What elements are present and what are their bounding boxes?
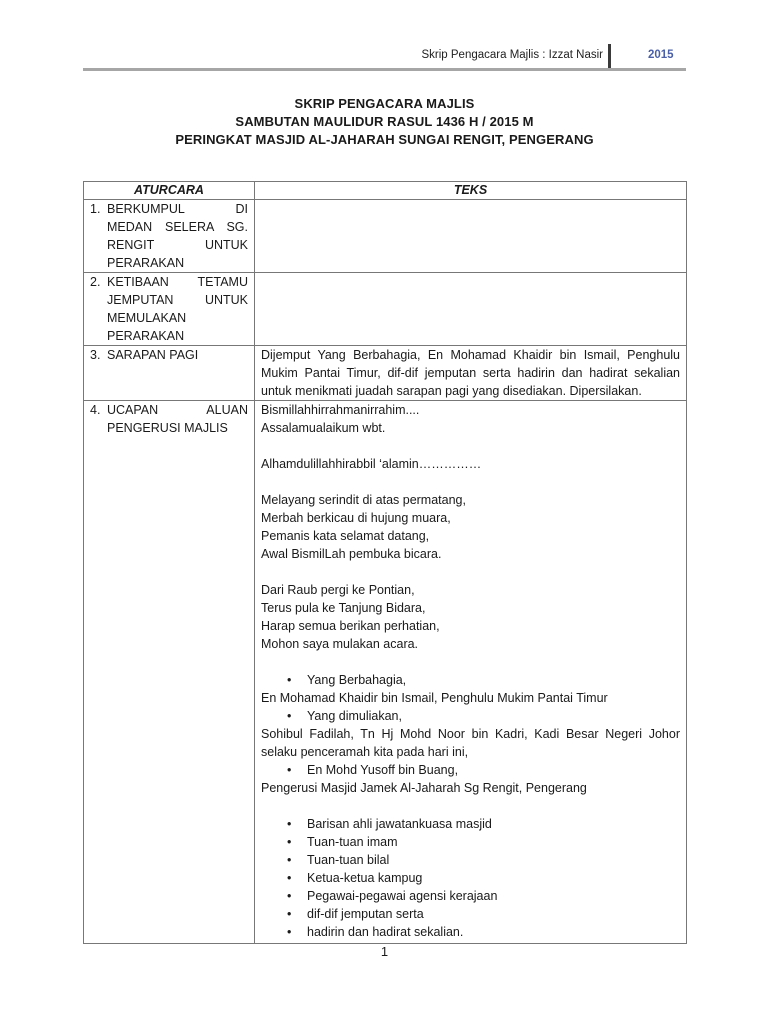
bullet-icon: • xyxy=(287,907,292,921)
table-row xyxy=(84,401,687,944)
table-header-row xyxy=(84,182,687,200)
list-item-text: Tuan-tuan bilal xyxy=(307,853,390,867)
bullet-icon: • xyxy=(287,709,292,723)
list-item-text: Yang dimuliakan, xyxy=(307,709,402,723)
item-number: 1. xyxy=(90,202,101,216)
table-row xyxy=(84,200,687,273)
list-item-text: En Mohd Yusoff bin Buang, xyxy=(307,763,459,777)
text-line: En Mohamad Khaidir bin Ismail, Penghulu Mukim Pantai Timur xyxy=(261,691,608,705)
bullet-icon: • xyxy=(287,871,292,885)
item-label: KETIBAAN TETAMU JEMPUTAN UNTUK MEMULAKAN PERARAKAN xyxy=(107,275,248,343)
bullet-icon: • xyxy=(287,889,292,903)
header-rule xyxy=(83,68,686,71)
item-number: 2. xyxy=(90,275,101,289)
aturcara-cell xyxy=(84,346,255,401)
pantun-line: Terus pula ke Tanjung Bidara, xyxy=(261,601,426,615)
list-item xyxy=(261,707,680,725)
table-row xyxy=(84,346,687,401)
aturcara-cell xyxy=(84,200,255,273)
item-number: 3. xyxy=(90,348,101,362)
page-number: 1 xyxy=(380,944,389,959)
bullet-icon: • xyxy=(287,763,292,777)
programme-table xyxy=(83,181,687,944)
pantun-line: Melayang serindit di atas permatang, xyxy=(261,493,466,507)
list-item xyxy=(261,923,680,941)
list-item-text: Yang Berbahagia, xyxy=(307,673,407,687)
text-line: Sohibul Fadilah, Tn Hj Mohd Noor bin Kadri, Kadi Besar Negeri Johor selaku penceramah kita pada hari ini, xyxy=(261,727,680,759)
item-label: UCAPAN ALUAN PENGERUSI MAJLIS xyxy=(107,403,248,435)
list-item xyxy=(261,851,680,869)
running-header-text: Skrip Pengacara Majlis : Izzat Nasir xyxy=(421,49,603,61)
pantun-line: Dari Raub pergi ke Pontian, xyxy=(261,583,415,597)
list-item xyxy=(261,887,680,905)
header-separator xyxy=(608,44,611,70)
document-subtitle: SAMBUTAN MAULIDUR RASUL 1436 H / 2015 M xyxy=(235,114,534,129)
bullet-icon: • xyxy=(287,817,292,831)
teks-cell xyxy=(255,401,687,944)
aturcara-cell xyxy=(84,273,255,346)
header-year: 2015 xyxy=(648,49,674,61)
paragraph: Dijemput Yang Berbahagia, En Mohamad Khaidir bin Ismail, Penghulu Mukim Pantai Timur, dif-dif jemputan serta hadirin dan hadirat sekalian untuk menikmati juadah sarapan pagi yang disediakan. Dipersilakan. xyxy=(261,348,680,398)
text-line: Alhamdulillahhirabbil ‘alamin…………… xyxy=(261,457,482,471)
teks-cell xyxy=(255,346,687,401)
list-item xyxy=(261,671,680,689)
item-label: BERKUMPUL DI MEDAN SELERA SG. RENGIT UNTUK PERARAKAN xyxy=(107,202,248,270)
column-header-aturcara: ATURCARA xyxy=(84,182,255,200)
bullet-icon: • xyxy=(287,673,292,687)
list-item xyxy=(261,833,680,851)
text-line: Pengerusi Masjid Jamek Al-Jaharah Sg Rengit, Pengerang xyxy=(261,781,587,795)
teks-cell xyxy=(255,273,687,346)
column-header-teks: TEKS xyxy=(255,182,687,200)
list-item-text: hadirin dan hadirat sekalian. xyxy=(307,925,464,939)
item-number: 4. xyxy=(90,403,101,417)
pantun-line: Harap semua berikan perhatian, xyxy=(261,619,440,633)
bullet-icon: • xyxy=(287,925,292,939)
table-row xyxy=(84,273,687,346)
document-venue: PERINGKAT MASJID AL-JAHARAH SUNGAI RENGIT, PENGERANG xyxy=(175,132,594,147)
list-item xyxy=(261,869,680,887)
list-item xyxy=(261,815,680,833)
text-line: Bismillahhirrahmanirrahim.... xyxy=(261,403,420,417)
pantun-line: Merbah berkicau di hujung muara, xyxy=(261,511,451,525)
list-item xyxy=(261,761,680,779)
aturcara-cell xyxy=(84,401,255,944)
teks-cell xyxy=(255,200,687,273)
pantun-line: Pemanis kata selamat datang, xyxy=(261,529,430,543)
list-item-text: Pegawai-pegawai agensi kerajaan xyxy=(307,889,498,903)
pantun-line: Mohon saya mulakan acara. xyxy=(261,637,419,651)
bullet-icon: • xyxy=(287,853,292,867)
document-title: SKRIP PENGACARA MAJLIS xyxy=(294,96,475,111)
pantun-line: Awal BismilLah pembuka bicara. xyxy=(261,547,442,561)
list-item-text: Tuan-tuan imam xyxy=(307,835,398,849)
list-item-text: Ketua-ketua kampug xyxy=(307,871,423,885)
item-label: SARAPAN PAGI xyxy=(107,348,199,362)
list-item-text: dif-dif jemputan serta xyxy=(307,907,424,921)
bullet-icon: • xyxy=(287,835,292,849)
list-item-text: Barisan ahli jawatankuasa masjid xyxy=(307,817,492,831)
text-line: Assalamualaikum wbt. xyxy=(261,421,386,435)
list-item xyxy=(261,905,680,923)
